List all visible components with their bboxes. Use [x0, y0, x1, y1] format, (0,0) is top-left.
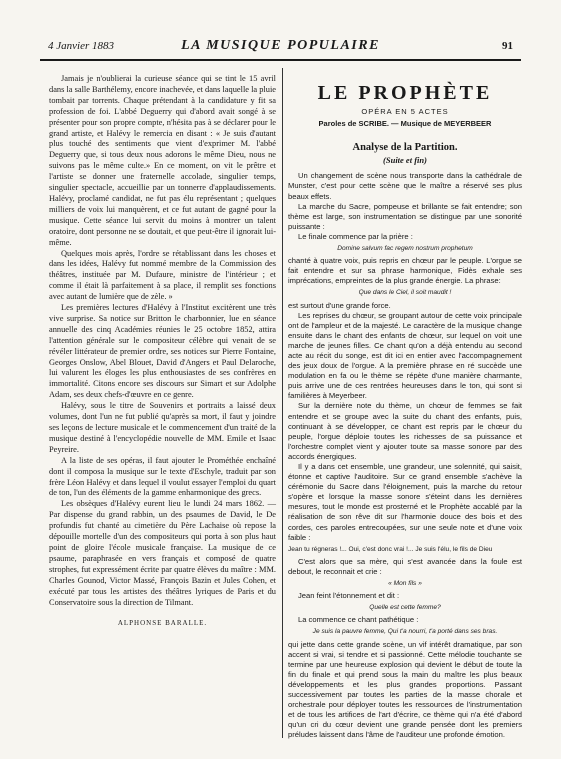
paragraph: Le finale commence par la prière : — [298, 231, 413, 241]
section-suite: (Suite et fin) — [383, 155, 427, 166]
paragraph: chanté à quatre voix, puis repris en chœur par le peuple. L'orgue se fait entendre et sur sa phrase harmonique, Fidès exhale ses imprécations, empreintes de la plus grande énergie. La phrase: — [288, 256, 522, 286]
paragraph: Il y a dans cet ensemble, une grandeur, une solennité, qui saisit, étonne et captive l'auditoire. Sur ce grand ensemble s'achève la cérémonie du Sacre dans l'éloignement, puis la marche du retour s'opère et lorsque la masse sonore s'éteint dans les dernières mesures, tout le monde est prosterné et le Prophète accablé par la réalisation de son rêve dit sur l'harmonie douce des bois et des cordes, ces paroles entrecoupées, sur une seule note et d'une voix faible : — [288, 462, 522, 542]
author-signature: ALPHONSE BARALLE. — [117, 619, 208, 628]
music-lyric: Je suis la pauvre femme, Qui t'a nourri, t'a porté dans ses bras. — [312, 628, 498, 636]
paragraph: Jean feint l'étonnement et dit : — [298, 591, 400, 601]
paragraph: A la liste de ses opéras, il faut ajouter le Prométhée enchaîné dont il composa la musique sur le texte d'Eschyle, traduit par son frère Léon Halévy et dans lequel il voulut essayer l'emploi du quart de ton, l'un des éléments de la gamme enharmonique des grecs. — [49, 455, 276, 498]
paragraph: Quelques mois après, l'ordre se rétablissant dans les choses et dans les idées, Halévy fut nommé membre de la Commission des théâtres, instituée par M. Dufaure, ministre de l'intérieur ; et comme il était là parfaitement à sa place, il remplit ses fonctions avec autant de lumière que de zèle. » — [49, 248, 276, 302]
music-lyric: « Mon fils » — [388, 580, 422, 588]
right-column — [288, 82, 522, 740]
section-heading: Analyse de la Partition. — [352, 142, 458, 154]
music-lyric: Quelle est cette femme? — [369, 604, 441, 612]
left-column — [49, 74, 276, 629]
paragraph: C'est alors que sa mère, qui s'est avancée dans la foule est debout, le reconnait et crie : — [288, 556, 522, 576]
article-credits: Paroles de SCRIBE. — Musique de MEYERBEER — [318, 119, 492, 129]
paragraph: La commence ce chant pathétique : — [298, 615, 419, 625]
paragraph: Halévy, sous le titre de Souvenirs et portraits a laissé deux volumes, dont l'un ne fut publié qu'après sa mort, il faut y joindre ses leçons de lecture musicale et le commencement d'un traité de la musique destiné à l'encyclopédie nouvelle de MM. Emile et Isaac Peyreire. — [49, 401, 276, 454]
music-lyric: Que dans le Ciel, il soit maudit ! — [358, 289, 452, 297]
paragraph: qui jette dans cette grande scène, un vif intérêt dramatique, par son accent si vrai, si tendre et si passionné. Cette mélodie touchante se termine par une heureuse explosion qui devient le début de toute la fin du finale et qui prend sous la main du maître les plus beaux développements et les plus grandes proportions. Passant successivement par toutes les parties de la masse chorale et orchestrale pour déployer toutes les ressources de l'instrumentation et de tous les artifices de l'art d'écrire, ce thème qui n'a été d'abord qu'un cri du cœur devient une grande pensée dont les premiers préludes laissent dans l'âme de l'auditeur une profonde émotion. — [288, 639, 522, 740]
music-lyric: Jean tu régneras !... Oui, c'est donc vrai !... Je suis l'élu, le fils de Dieu — [288, 545, 493, 553]
journal-title: LA MUSIQUE POPULAIRE — [181, 38, 380, 53]
paragraph: Les reprises du chœur, se groupant autour de cette voix principale ont de l'ampleur et de la majesté. Le caractère de la musique change ensuite dans le chant des enfants de chœur, sur lequel on voit une marche de jeunes filles. Ce chant qu'on a déjà entendu au second acte au récit du songe, est dit ici en entier avec l'accompagnement des jeux doux de l'orgue. A la première phrase en ré succède une modulation en fa ou le thème se répète d'une manière charmante, puis arrive une de ces rentrées heureuses dans le ton, qui sont si familières à Meyerbeer. — [288, 310, 522, 401]
paragraph: Les premières lectures d'Halévy à l'Institut excitèrent une très vive surprise. Sa notice sur Britton le charbonnier, lue en séance annuelle des cinq Académies réunies le 25 octobre 1852, attira l'attention générale sur le compositeur célèbre qui venait de se révéler littérateur de premier ordre, ses notices sur Pierre Fontaine, Georges Onslow, Abel Blouet, David d'Angers et Paul Delaroche, lui valurent les éloges les plus enthousiastes de ses confrères en immortalité. Citons encore ses discours sur Simart et sur Adolphe Adam, ses deux chefs-d'œuvre en ce genre. — [49, 303, 276, 400]
paragraph: La marche du Sacre, pompeuse et brillante se fait entendre; son thème est large, son instrumentation se distingue par une sonorité puissante : — [288, 201, 522, 231]
page-header — [40, 38, 521, 64]
article-title: LE PROPHÈTE — [317, 82, 493, 104]
paragraph: est surtout d'une grande force. — [288, 300, 391, 310]
paragraph: Sur la dernière note du thème, un chœur de femmes se fait entendre et se groupe avec la suite du chant des enfants, puis, continuant à se développer, ce chant est repris par le chœur du peuple, l'orgue déploie toutes les richesses de sa puissance et l'orchestre complet vient y ajouter toute sa masse sonore par des accords énergiques. — [288, 401, 522, 461]
column-divider — [282, 68, 283, 738]
paragraph: Jamais je n'oublierai la curieuse séance qui se tint le 15 avril dans la salle Barthélemy, encore inachevée, et dans laquelle la pluie tombait par torrents. Chaque prétendant à la candidature y fit sa profession de foi. L'abbé Deguerry qui d'abord avait songé à se présenter pour son propre compte, n'hésita pas à se déclarer pour le grand artiste, et Halévy le remercia en disant : « Je suis d'autant plus touché des sentiments que vient d'exprimer M. l'abbé Deguerry que, si tous deux nous adorons le même Dieu, nous ne suivons pas le même culte.» En ce moment, on vit le prêtre et l'artiste se donner une fraternelle accolade, singulier temps, singulier spectacle, accueillie par un tonnerre d'applaudissements. Halévy, proclamé candidat, ne fut pas élu représentant ; quelques milliers de voix lui manquèrent, et ce fut autant de gagné pour la musique. Cette séance lui servit du moins à montrer un talent oratoire, dont personne ne se doutait, et que peut-être il ignorait lui-même. — [49, 74, 276, 247]
paragraph: Un changement de scène nous transporte dans la cathédrale de Munster, c'est pour cette scène que le maître a réservé ses plus beaux effets. — [288, 171, 522, 201]
page-number: 91 — [502, 40, 513, 52]
article-subtitle: OPÉRA EN 5 ACTES — [361, 107, 449, 116]
header-rule — [40, 59, 521, 61]
issue-date: 4 Janvier 1883 — [48, 40, 114, 52]
music-lyric: Domine salvum fac regem nostrum prophetum — [337, 245, 473, 253]
paragraph: Les obsèques d'Halévy eurent lieu le lundi 24 mars 1862. — Par dispense du grand rabbin, un des psaumes de David, le De profundis fut chanté au cimetière du Père Lachaise où repose la dépouille mortelle d'un des compositeurs qui porta à son plus haut point de gloire l'école musicale française. La musique de ce psaume, paraphrasée en vers français et composé de quatre strophes, fut expressément écrite par quatre élèves du maître : MM. Charles Gounod, Victor Massé, François Bazin et Jules Cohen, et exécuté par tous les artistes des théâtres lyriques de Paris et du Conservatoire sous la direction de Tilmant. — [49, 499, 276, 607]
